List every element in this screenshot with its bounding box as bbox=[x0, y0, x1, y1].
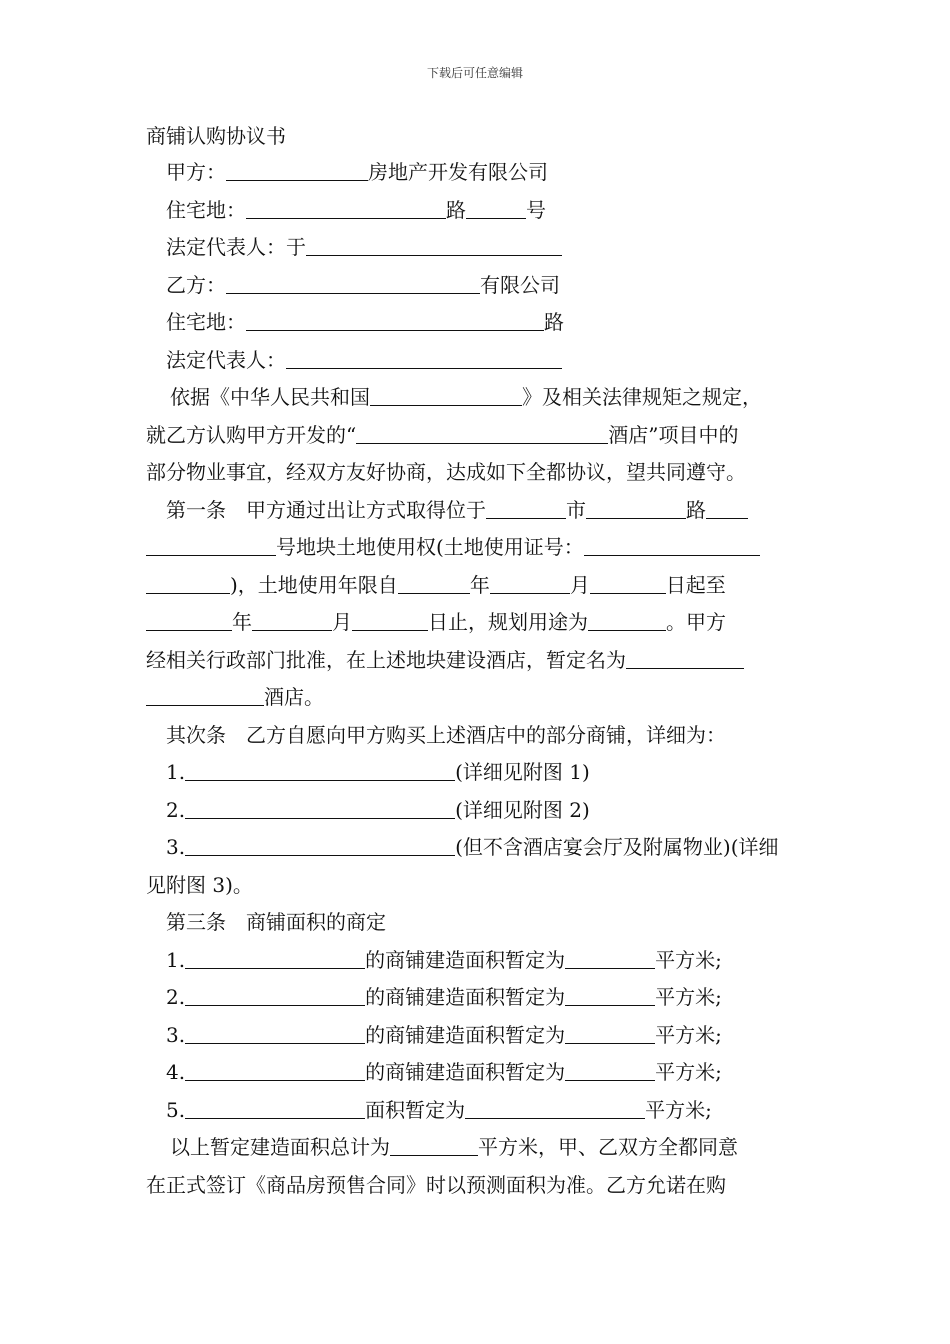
article-2-item: 1. (详细见附图 1) bbox=[166, 760, 590, 784]
article-1-line: 号地块土地使用权(土地使用证号： bbox=[146, 529, 810, 567]
party-a-line: 甲方： 房地产开发有限公司 bbox=[166, 160, 548, 184]
party-b-rep: 法定代表人： bbox=[146, 342, 810, 380]
party-b-line: 乙方： 有限公司 bbox=[166, 272, 560, 297]
blank[interactable] bbox=[185, 1096, 365, 1119]
blank[interactable] bbox=[398, 571, 470, 594]
article-3-item: 3. 的商铺建造面积暂定为 平方米; bbox=[166, 1022, 722, 1047]
preamble-line: 依据《中华人民共和国 》及相关法律规矩之规定， bbox=[170, 385, 762, 409]
blank[interactable] bbox=[565, 1058, 655, 1081]
blank[interactable] bbox=[490, 571, 570, 594]
article-3-item: 1. 的商铺建造面积暂定为 平方米; bbox=[166, 947, 722, 972]
blank[interactable] bbox=[146, 571, 230, 594]
blank[interactable] bbox=[146, 683, 264, 706]
closing-line: 以上暂定建造面积总计为 平方米，甲、乙双方全都同意 bbox=[170, 1135, 738, 1159]
blank[interactable] bbox=[185, 983, 365, 1006]
preamble-line: 部分物业事宜，经双方友好协商，达成如下全都协议，望共同遵守。 bbox=[146, 460, 746, 484]
blank[interactable] bbox=[252, 608, 332, 631]
article-2-item: 3. (但不含酒店宴会厅及附属物业)(详细 bbox=[166, 835, 779, 859]
blank[interactable] bbox=[146, 608, 232, 631]
blank[interactable] bbox=[706, 496, 748, 519]
article-3-heading: 第三条 商铺面积的商定 bbox=[166, 910, 386, 934]
blank[interactable] bbox=[465, 1096, 645, 1119]
article-1-line: 经相关行政部门批准，在上述地块建设酒店，暂定名为 bbox=[146, 642, 810, 680]
party-a-address: 住宅地： 路 号 bbox=[166, 197, 546, 222]
article-2-heading: 其次条 乙方自愿向甲方购买上述酒店中的部分商铺，详细为： bbox=[166, 722, 726, 747]
closing-line: 在正式签订《商品房预售合同》时以预测面积为准。乙方允诺在购 bbox=[146, 1172, 726, 1197]
blank[interactable] bbox=[590, 571, 666, 594]
article-1-line: 第一条 甲方通过出让方式取得位于 市 路 bbox=[146, 492, 810, 530]
article-2-item: 2. (详细见附图 2) bbox=[166, 797, 590, 822]
blank[interactable] bbox=[586, 496, 686, 519]
party-a-rep: 法定代表人：于 bbox=[146, 229, 810, 267]
blank[interactable] bbox=[356, 421, 608, 444]
blank[interactable] bbox=[185, 758, 455, 781]
article-2-item: 见附图 3)。 bbox=[146, 872, 253, 897]
blank[interactable] bbox=[626, 646, 744, 669]
party-b-address: 住宅地： 路 bbox=[166, 310, 564, 334]
blank[interactable] bbox=[352, 608, 428, 631]
blank[interactable] bbox=[185, 796, 455, 819]
article-1-line: 年 月 日止，规划用途为 。甲方 bbox=[146, 604, 810, 642]
blank[interactable] bbox=[584, 533, 760, 556]
blank[interactable] bbox=[588, 608, 666, 631]
preamble-line: 就乙方认购甲方开发的“ 酒店”项目中的 bbox=[146, 422, 739, 447]
article-1-line: )，土地使用年限自 年 月 日起至 bbox=[146, 567, 810, 605]
article-3-item: 4. 的商铺建造面积暂定为 平方米; bbox=[166, 1060, 722, 1084]
blank[interactable] bbox=[565, 1021, 655, 1044]
blank[interactable] bbox=[146, 533, 276, 556]
blank[interactable] bbox=[226, 158, 368, 181]
blank[interactable] bbox=[226, 271, 480, 294]
contract-body bbox=[146, 118, 810, 1204]
page-header: 下载后可任意编辑 bbox=[426, 66, 523, 80]
blank[interactable] bbox=[486, 496, 566, 519]
blank[interactable] bbox=[246, 196, 446, 219]
blank[interactable] bbox=[185, 1021, 365, 1044]
document-title: 商铺认购协议书 bbox=[146, 124, 286, 148]
blank[interactable] bbox=[286, 346, 562, 369]
blank[interactable] bbox=[565, 946, 655, 969]
blank[interactable] bbox=[185, 946, 365, 969]
article-1-line: 酒店。 bbox=[146, 679, 810, 717]
blank[interactable] bbox=[246, 308, 544, 331]
blank[interactable] bbox=[565, 983, 655, 1006]
blank[interactable] bbox=[185, 833, 455, 856]
blank[interactable] bbox=[306, 233, 562, 256]
blank[interactable] bbox=[370, 383, 522, 406]
article-3-item: 2. 的商铺建造面积暂定为 平方米; bbox=[166, 985, 722, 1009]
blank[interactable] bbox=[390, 1133, 478, 1156]
article-3-item: 5. 面积暂定为 平方米; bbox=[166, 1097, 712, 1122]
blank[interactable] bbox=[466, 196, 526, 219]
blank[interactable] bbox=[185, 1058, 365, 1081]
